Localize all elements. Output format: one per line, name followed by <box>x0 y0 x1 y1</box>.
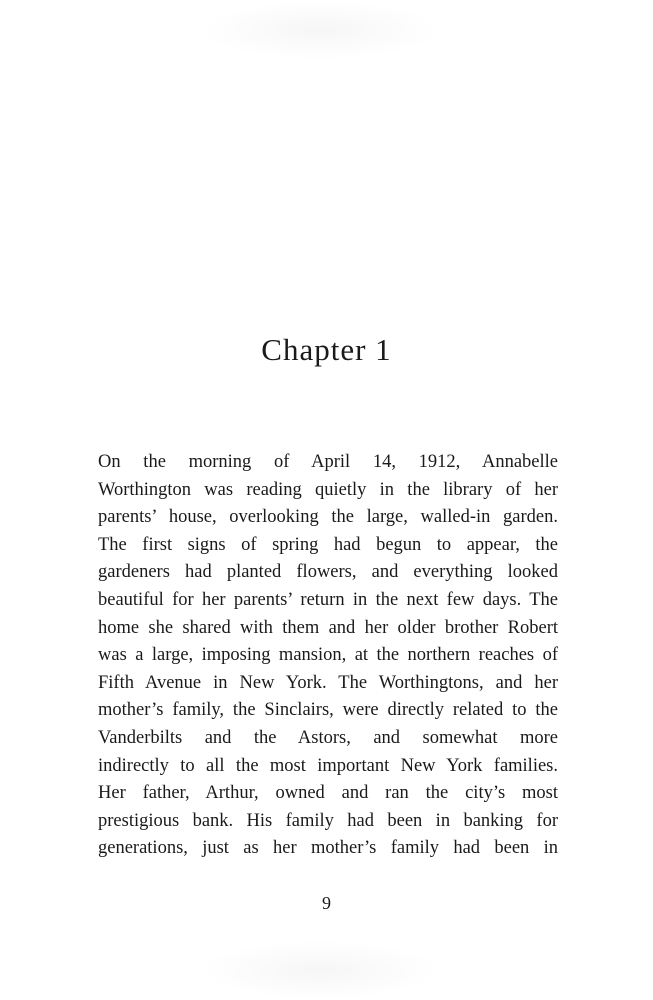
body-paragraph <box>98 449 558 863</box>
text-line: was a large, imposing mansion, at the northern reaches of <box>98 645 558 666</box>
text-line: mother’s family, the Sinclairs, were directly related to the <box>98 700 558 721</box>
page-shadow-bottom <box>200 940 440 1000</box>
text-line: indirectly to all the most important New York families. <box>98 755 558 776</box>
text-line: home she shared with them and her older brother Robert <box>98 617 558 638</box>
text-line: beautiful for her parents’ return in the next few days. The <box>98 589 558 610</box>
page-shadow-top <box>200 0 440 60</box>
text-line: Fifth Avenue in New York. The Worthingtons, and her <box>98 672 558 693</box>
chapter-title: Chapter 1 <box>261 332 392 367</box>
text-line: prestigious bank. His family had been in banking for <box>98 810 558 831</box>
text-line: gardeners had planted flowers, and everything looked <box>98 562 558 583</box>
text-line: On the morning of April 14, 1912, Annabelle <box>98 452 558 472</box>
text-line: Vanderbilts and the Astors, and somewhat more <box>98 727 558 748</box>
text-line: Her father, Arthur, owned and ran the city’s most <box>98 783 558 804</box>
text-line: Worthington was reading quietly in the library of her <box>98 479 558 500</box>
text-line: generations, just as her mother’s family had been in <box>98 838 558 859</box>
text-line: parents’ house, overlooking the large, walled-in garden. <box>98 507 558 528</box>
text-line: The first signs of spring had begun to appear, the <box>98 534 558 555</box>
page-number: 9 <box>322 893 331 913</box>
